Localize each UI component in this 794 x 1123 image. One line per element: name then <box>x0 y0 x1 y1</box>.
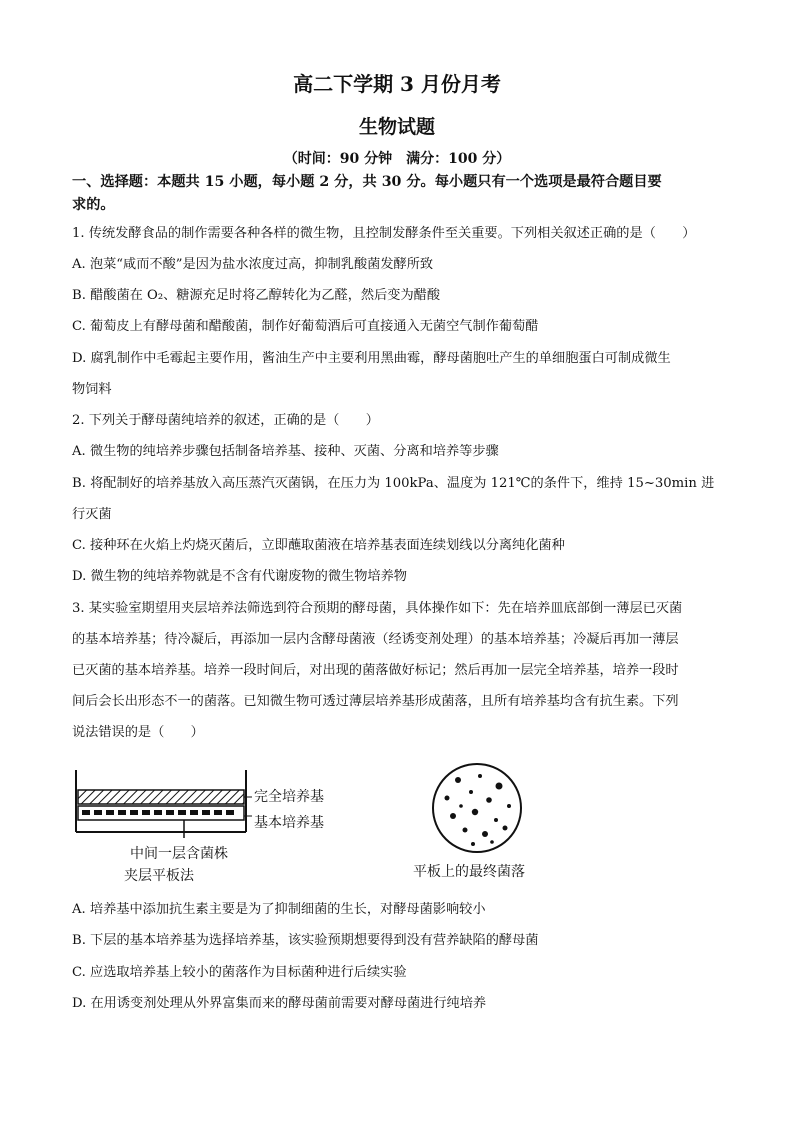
q3-stem-line2: 的基本培养基；待冷凝后，再添加一层内含酵母菌液（经诱变剂处理）的基本培养基；冷凝后再加一薄层 <box>72 632 679 647</box>
layered-plate-diagram <box>74 768 254 838</box>
caption-final-colonies: 平板上的最终菌落 <box>413 864 525 880</box>
petri-dish-colonies <box>425 762 529 854</box>
exam-info: （时间：90 分钟 满分：100 分） <box>283 151 511 167</box>
q3-option-d: D. 在用诱变剂处理从外界富集而来的酵母菌前需要对酵母菌进行纯培养 <box>72 996 487 1011</box>
q3-stem-line1: 3. 某实验室期望用夹层培养法筛选到符合预期的酵母菌，具体操作如下：先在培养皿底部倒一薄层已灭菌 <box>72 601 683 616</box>
q3-option-a: A. 培养基中添加抗生素主要是为了抑制细菌的生长，对酵母菌影响较小 <box>72 902 486 917</box>
q1-option-d-line2: 物饲料 <box>72 382 112 397</box>
q3-stem-line3: 已灭菌的基本培养基。培养一段时间后，对出现的菌落做好标记；然后再加一层完全培养基，培养一段时 <box>72 663 679 678</box>
q1-option-c: C. 葡萄皮上有酵母菌和醋酸菌，制作好葡萄酒后可直接通入无菌空气制作葡萄醋 <box>72 319 539 334</box>
q1-option-d-line1: D. 腐乳制作中毛霉起主要作用，酱油生产中主要利用黑曲霉，酵母菌胞吐产生的单细胞蛋白可制成微生 <box>72 351 671 366</box>
q2-option-c: C. 接种环在火焰上灼烧灭菌后，立即蘸取菌液在培养基表面连续划线以分离纯化菌种 <box>72 538 565 553</box>
q3-option-b: B. 下层的基本培养基为选择培养基，该实验预期想要得到没有营养缺陷的酵母菌 <box>72 933 539 948</box>
q2-stem: 2. 下列关于酵母菌纯培养的叙述，正确的是（ ） <box>72 413 379 428</box>
q1-option-b: B. 醋酸菌在 O₂、糖源充足时将乙醇转化为乙醛，然后变为醋酸 <box>72 288 441 303</box>
page-title: 高二下学期 3 月份月考 <box>293 72 501 96</box>
q1-stem: 1. 传统发酵食品的制作需要各种各样的微生物，且控制发酵条件至关重要。下列相关叙述正确的是（ ） <box>72 226 696 241</box>
q2-option-b-line1: B. 将配制好的培养基放入高压蒸汽灭菌锅，在压力为 100kPa、温度为 121℃的条件下，维持 15~30min 进 <box>72 476 715 491</box>
q2-option-d: D. 微生物的纯培养物就是不含有代谢废物的微生物培养物 <box>72 569 407 584</box>
label-basic-medium: 基本培养基 <box>254 815 324 831</box>
q1-option-a: A. 泡菜“咸而不酸”是因为盐水浓度过高，抑制乳酸菌发酵所致 <box>72 257 434 272</box>
q3-option-c: C. 应选取培养基上较小的菌落作为目标菌种进行后续实验 <box>72 965 407 980</box>
q3-stem-line5: 说法错误的是（ ） <box>72 725 204 740</box>
caption-layered-plate: 夹层平板法 <box>124 868 194 884</box>
q2-option-b-line2: 行灭菌 <box>72 507 112 522</box>
section-heading-line2: 求的。 <box>72 197 115 213</box>
q3-stem-line4: 间后会长出形态不一的菌落。已知微生物可透过薄层培养基形成菌落，且所有培养基均含有抗生素。下列 <box>72 694 679 709</box>
label-middle-layer: 中间一层含菌株 <box>130 846 228 862</box>
q2-option-a: A. 微生物的纯培养步骤包括制备培养基、接种、灭菌、分离和培养等步骤 <box>72 444 499 459</box>
section-heading-line1: 一、选择题：本题共 15 小题，每小题 2 分，共 30 分。每小题只有一个选项是最符合题目要 <box>72 174 662 190</box>
subject-title: 生物试题 <box>358 116 435 138</box>
label-complete-medium: 完全培养基 <box>254 789 324 805</box>
